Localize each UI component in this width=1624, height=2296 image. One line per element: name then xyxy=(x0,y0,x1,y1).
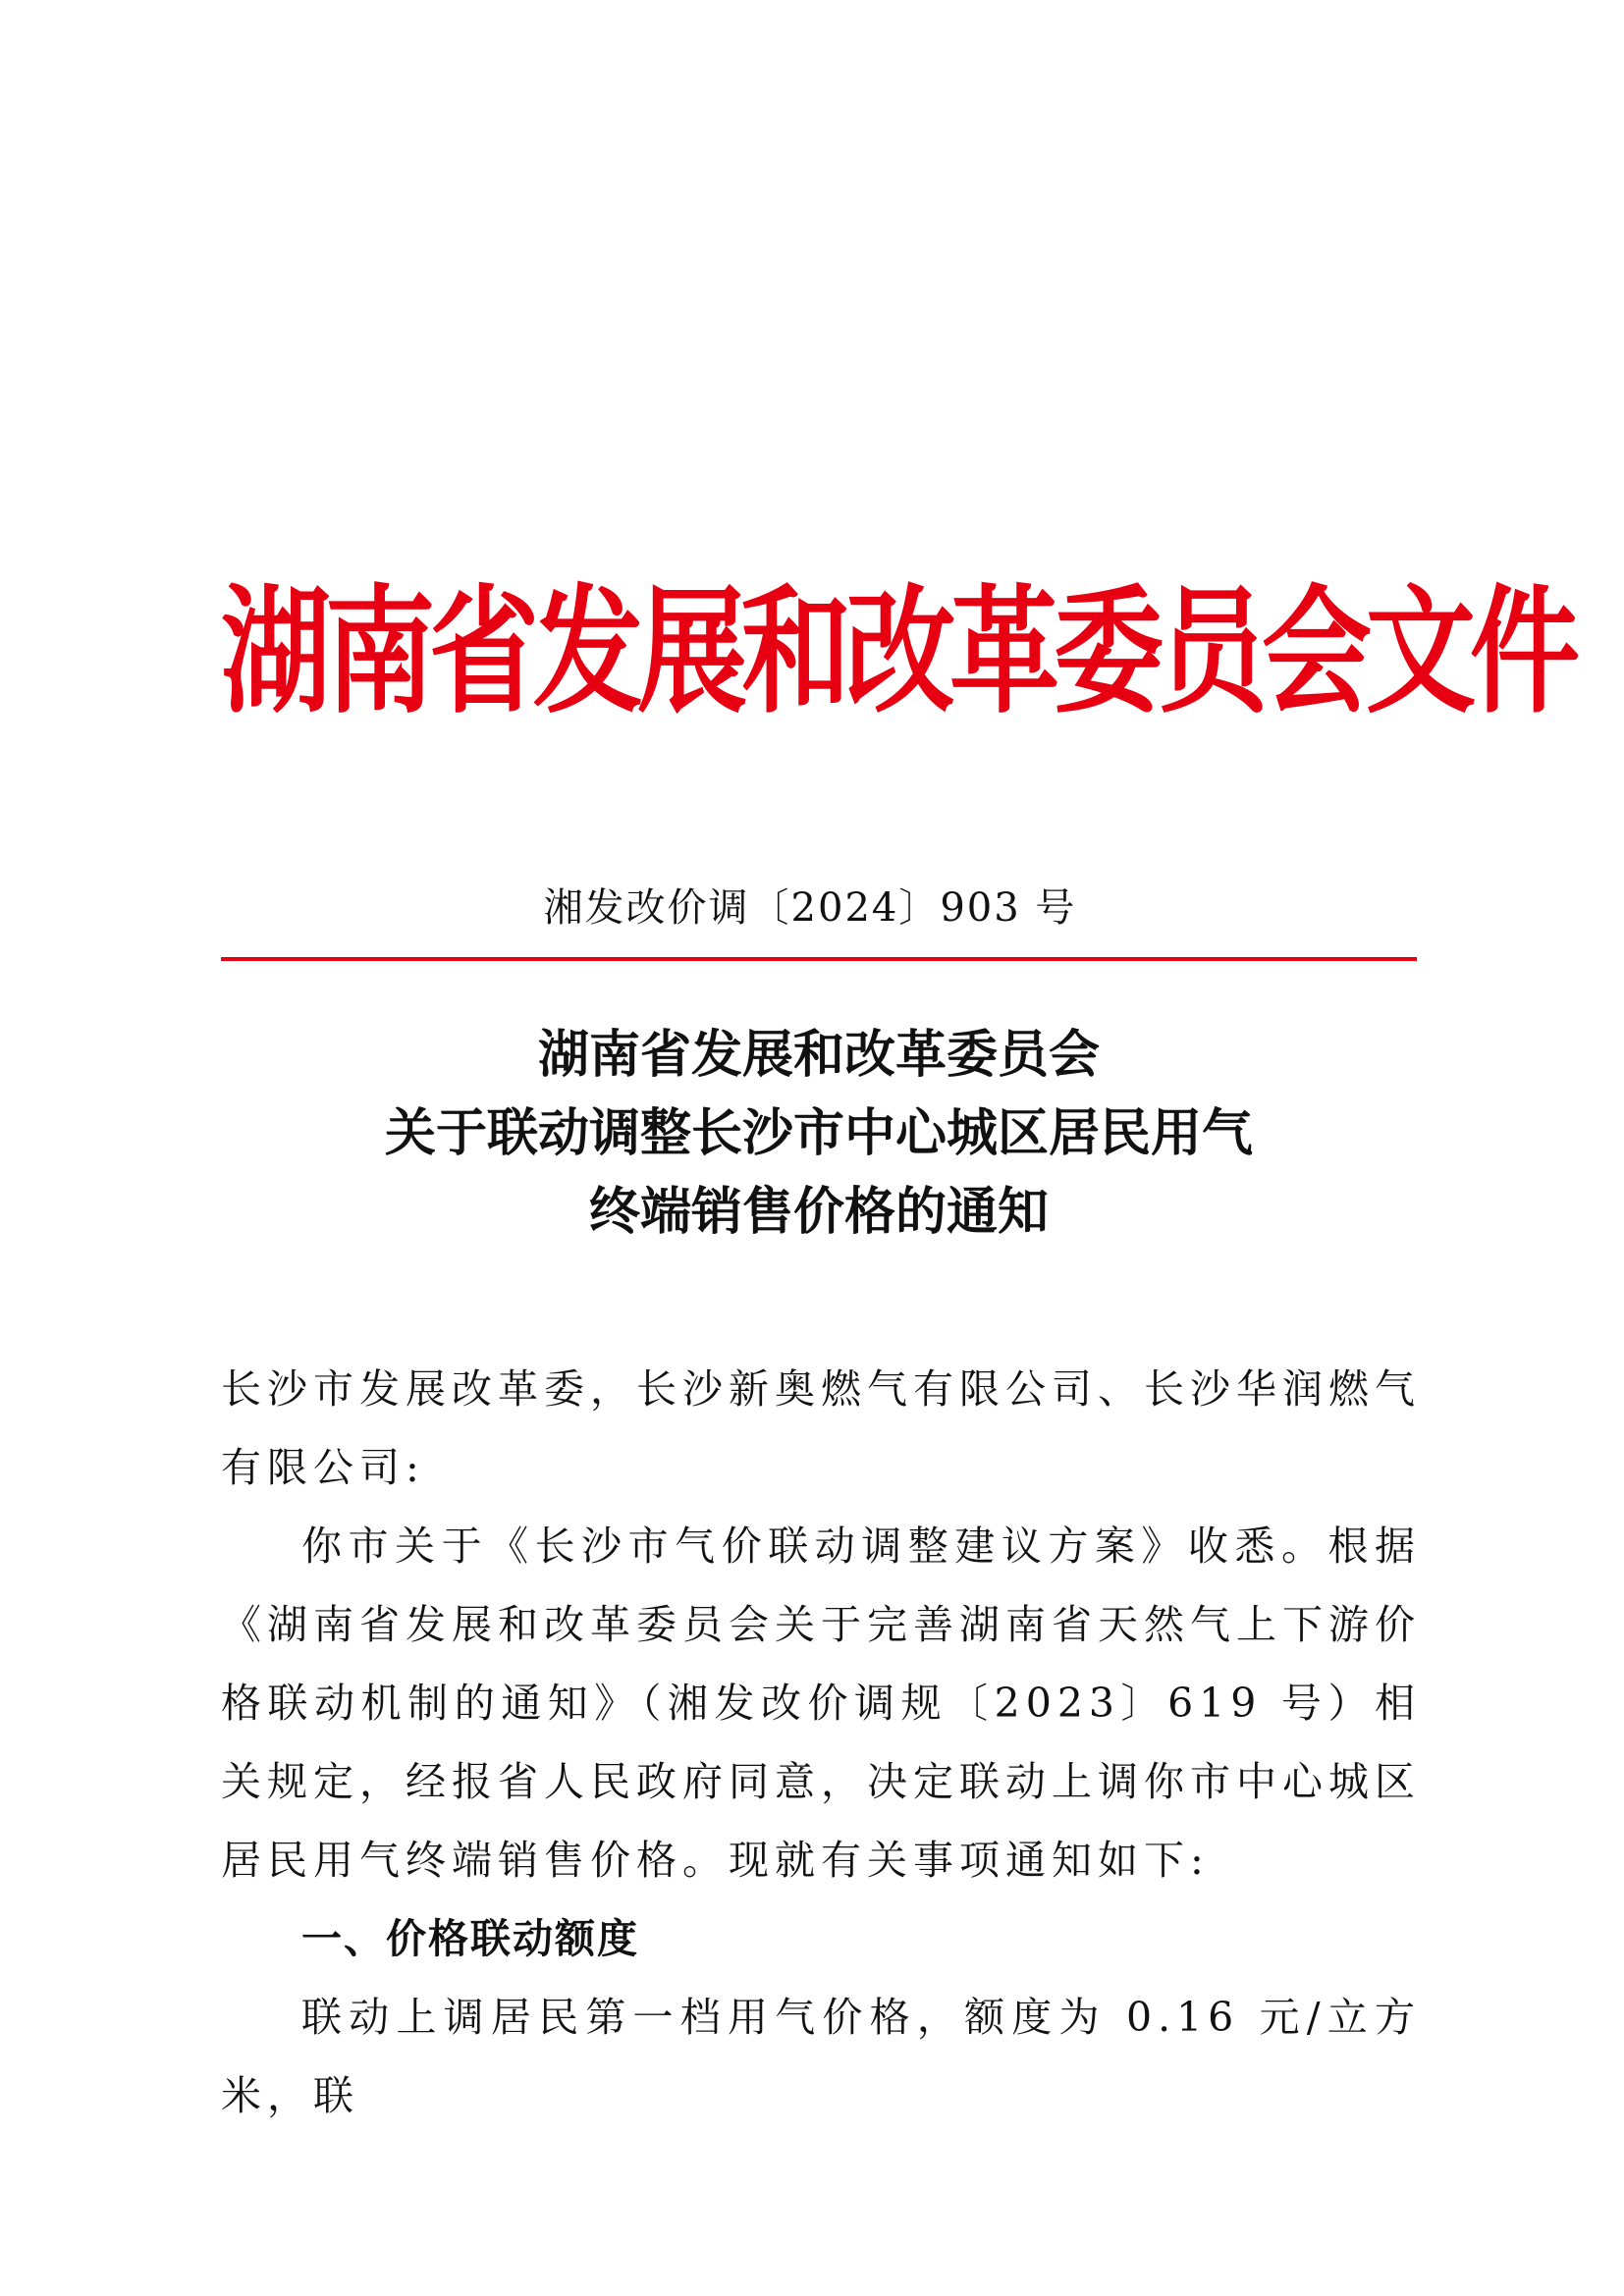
notice-title xyxy=(221,1016,1417,1252)
document-number: 湘发改价调〔2024〕903 号 xyxy=(543,885,1077,931)
section-1-text: 联动上调居民第一档用气价格，额度为 0.16 元/立方米，联 xyxy=(221,1994,1421,2119)
addressee: 长沙市发展改革委，长沙新奥燃气有限公司、长沙华润燃气有限公司: xyxy=(221,1365,1421,1491)
section-heading-1: 一、价格联动额度 xyxy=(301,1915,639,1962)
paragraph-intro: 你市关于《长沙市气价联动调整建议方案》收悉。根据《湖南省发展和改革委员会关于完善湖南省天然气上下游价格联动机制的通知》（湘发改价调规〔2023〕619 号）相关规定，经报省人民政府同意，决定联动上调你市中心城区居民用气终端销售价格。现就有关事项通知如下: xyxy=(221,1522,1421,1884)
title-line-3: 终端销售价格的通知 xyxy=(588,1182,1049,1242)
title-line-1: 湖南省发展和改革委员会 xyxy=(537,1025,1100,1085)
notice-body xyxy=(221,1350,1421,2135)
red-divider-line xyxy=(221,957,1417,961)
title-line-2: 关于联动调整长沙市中心城区居民用气 xyxy=(384,1103,1253,1163)
masthead-title: 湖南省发展和改革委员会文件 xyxy=(221,571,1574,733)
